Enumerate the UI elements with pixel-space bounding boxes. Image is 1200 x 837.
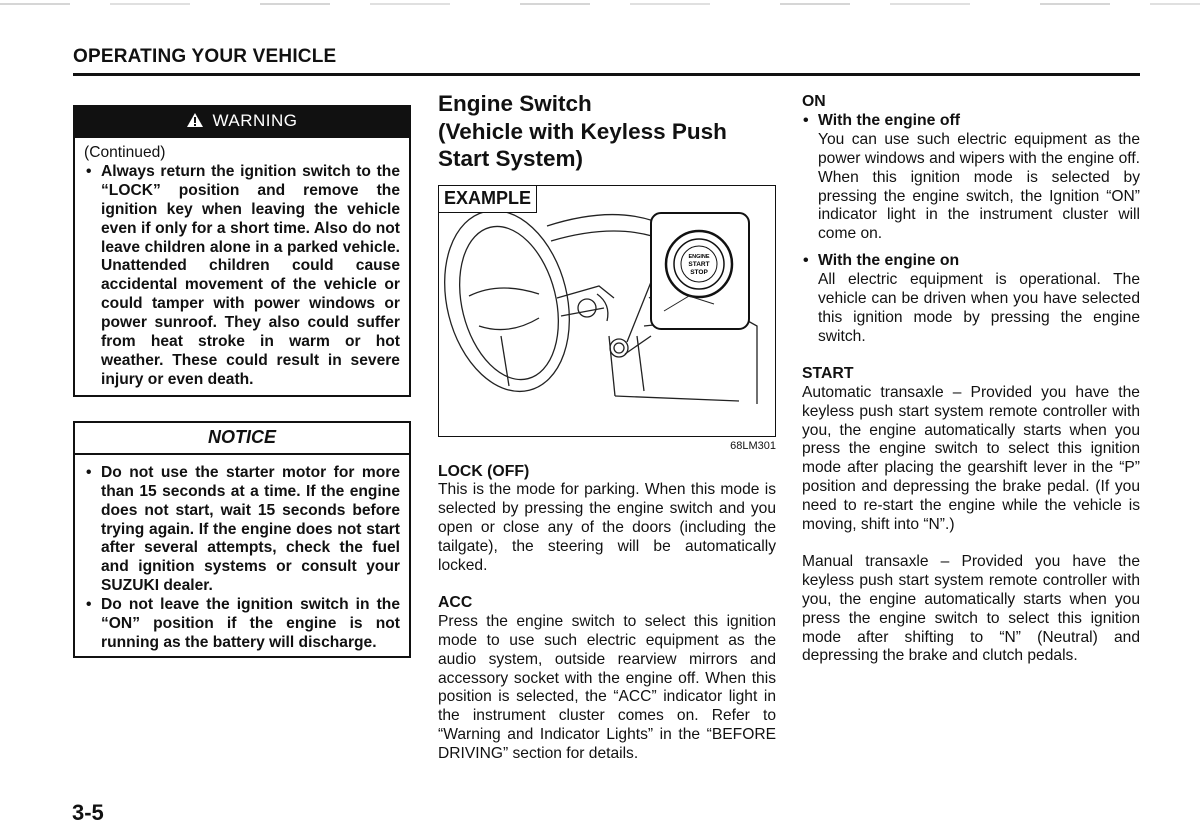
example-label: EXAMPLE bbox=[439, 186, 537, 213]
warning-heading bbox=[75, 107, 409, 138]
button-text-line: START bbox=[688, 260, 710, 268]
button-text-line: STOP bbox=[690, 268, 708, 276]
engine-off-text: You can use such electric equipment as the power windows and wipers with the engine off. When this ignition mode is selected by pressing the engine switch, the Ignition “ON” indicator light in the instrument cluster will come on. bbox=[818, 130, 1140, 243]
lock-heading: LOCK (OFF) bbox=[438, 462, 530, 480]
warning-continued: (Continued) bbox=[84, 144, 166, 161]
warning-box bbox=[73, 105, 411, 397]
example-figure bbox=[438, 185, 776, 437]
section-title-line: Engine Switch bbox=[438, 91, 592, 116]
engine-on-heading: • With the engine on bbox=[818, 252, 960, 270]
notice-bullet: • Do not leave the ignition switch in the “ON” position if the engine is not running as the battery will discharge. bbox=[84, 596, 400, 653]
engine-on-item bbox=[802, 252, 1140, 347]
middle-column bbox=[438, 90, 776, 764]
warning-heading-text: WARNING bbox=[212, 111, 298, 130]
notice-heading: NOTICE bbox=[75, 423, 409, 455]
start-heading: START bbox=[802, 364, 854, 382]
page-header-title: OPERATING YOUR VEHICLE bbox=[73, 46, 337, 67]
notice-box bbox=[73, 421, 411, 658]
section-title-line: Start System) bbox=[438, 146, 584, 171]
section-title bbox=[438, 90, 776, 173]
page-number: 3-5 bbox=[72, 800, 104, 825]
scan-artifact bbox=[0, 3, 1200, 5]
header-rule bbox=[73, 73, 1140, 76]
section-title-line: (Vehicle with Keyless Push bbox=[438, 118, 727, 144]
on-heading: ON bbox=[802, 93, 826, 110]
lock-text: This is the mode for parking. When this mode is selected by pressing the engine switch and you open or close any of the doors (including the tailgate), the steering will be automatically locked. bbox=[438, 481, 776, 575]
left-column bbox=[73, 105, 411, 658]
acc-text: Press the engine switch to select this ignition mode to use such electric equipment as the audio system, outside rearview mirrors and accessory socket with the engine off. When this position is selected, the “ACC” indicator light in the instrument cluster comes on. Refer to “Warning and Indicator Lights” in the “BEFORE DRIVING” section for details. bbox=[438, 612, 776, 763]
acc-heading: ACC bbox=[438, 593, 473, 611]
warning-triangle-icon bbox=[186, 112, 204, 133]
engine-off-item bbox=[802, 112, 1140, 244]
figure-id: 68LM301 bbox=[730, 439, 776, 452]
button-text-line: ENGINE bbox=[688, 253, 710, 260]
dashboard-illustration bbox=[439, 186, 775, 436]
right-column bbox=[802, 93, 1140, 666]
warning-bullet: • Always return the ignition switch to the “LOCK” position and remove the ignition key when leaving the vehicle even if only for a short time. Also do not leave children alone in a parked vehicle. Unattended children could cause accidental movement of the vehicle or could tamper with power windows or power sunroof. They also could suffer from heat stroke in warm or hot weather. These could result in severe injury or even death. bbox=[84, 163, 400, 390]
notice-body bbox=[75, 455, 409, 656]
start-manual-text: Manual transaxle – Provided you have the keyless push start system remote controller with you, the engine automatically starts when you press the engine switch to select this ignition mode after shifting to “N” (Neutral) and depressing the brake and clutch pedals. bbox=[802, 552, 1140, 665]
start-automatic-text: Automatic transaxle – Provided you have the keyless push start system remote controller with you, the engine automatically starts when you press the engine switch to select this ignition mode after placing the gearshift lever in the “P” position and depressing the brake pedal. (If you need to re-start the engine while the vehicle is moving, shift into “N”.) bbox=[802, 383, 1140, 534]
notice-bullet: • Do not use the starter motor for more than 15 seconds at a time. If the engine does not start, wait 15 seconds before trying again. If the engine does not start after several attempts, check the fuel and ignition systems or consult your SUZUKI dealer. bbox=[84, 464, 400, 596]
engine-off-heading: • With the engine off bbox=[818, 111, 961, 129]
warning-body bbox=[75, 138, 409, 395]
engine-on-text: All electric equipment is operational. The vehicle can be driven when you have selected this ignition mode by pressing the engine switch. bbox=[818, 271, 1140, 345]
